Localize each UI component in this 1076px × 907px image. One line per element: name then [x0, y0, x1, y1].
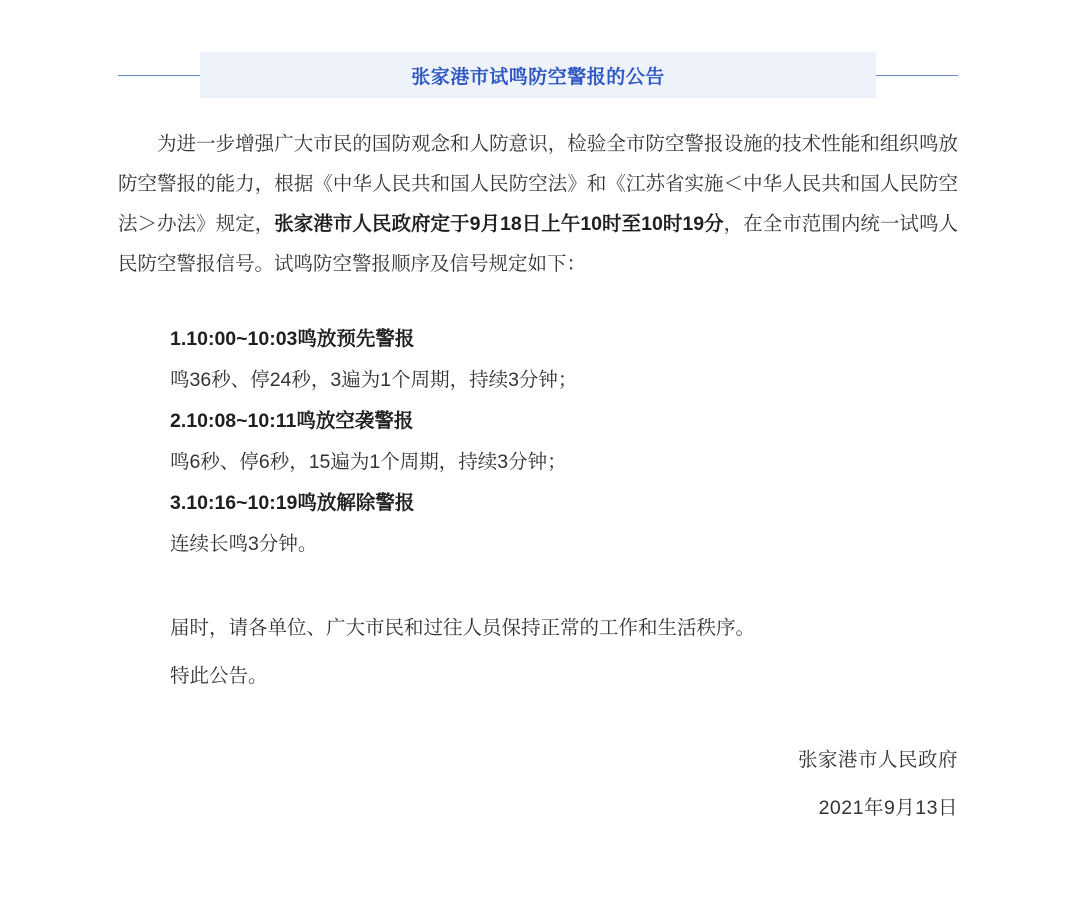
list-item — [170, 318, 958, 400]
list-item — [170, 400, 958, 482]
announcement-page — [0, 52, 1076, 907]
signal-1-title: 1.10:00~10:03鸣放预先警报 — [170, 328, 415, 350]
paragraph-intro-lead: 为进一步增强广大市民的国防观念和人防意识，检验全市防空警报设施的技术性能和组织鸣放防空警报的能力，根据《中华人民共和国人民防空法》和《江苏省实施＜中华人民共和国人民防空法＞办法》规定， — [118, 133, 958, 235]
paragraph-intro-emphasis: 张家港市人民政府定于9月18日上午10时至10时19分 — [274, 213, 724, 235]
closing-paragraph-2: 特此公告。 — [170, 665, 268, 687]
page-title: 张家港市试鸣防空警报的公告 — [411, 66, 665, 88]
closing-paragraph-1: 届时，请各单位、广大市民和过往人员保持正常的工作和生活秩序。 — [170, 617, 756, 639]
list-item — [170, 482, 958, 564]
signal-list — [118, 318, 958, 564]
paragraph-intro — [118, 124, 958, 284]
signature-date: 2021年9月13日 — [818, 797, 958, 819]
signal-3-title: 3.10:16~10:19鸣放解除警报 — [170, 492, 415, 514]
signal-1-detail: 鸣36秒、停24秒，3遍为1个周期，持续3分钟； — [170, 369, 578, 391]
signal-2-detail: 鸣6秒、停6秒，15遍为1个周期，持续3分钟； — [170, 451, 567, 473]
closing-block — [170, 604, 958, 700]
title-banner — [118, 52, 958, 98]
signal-3-detail: 连续长鸣3分钟。 — [170, 533, 318, 555]
signature-block — [0, 740, 958, 828]
signal-2-title: 2.10:08~10:11鸣放空袭警报 — [170, 410, 414, 432]
document-body — [118, 98, 958, 700]
paragraph-intro-tail: ，在全市范围内统一试鸣人民防空警报信号。试鸣防空警报顺序及信号规定如下： — [118, 213, 958, 275]
signer-name: 张家港市人民政府 — [797, 749, 958, 771]
